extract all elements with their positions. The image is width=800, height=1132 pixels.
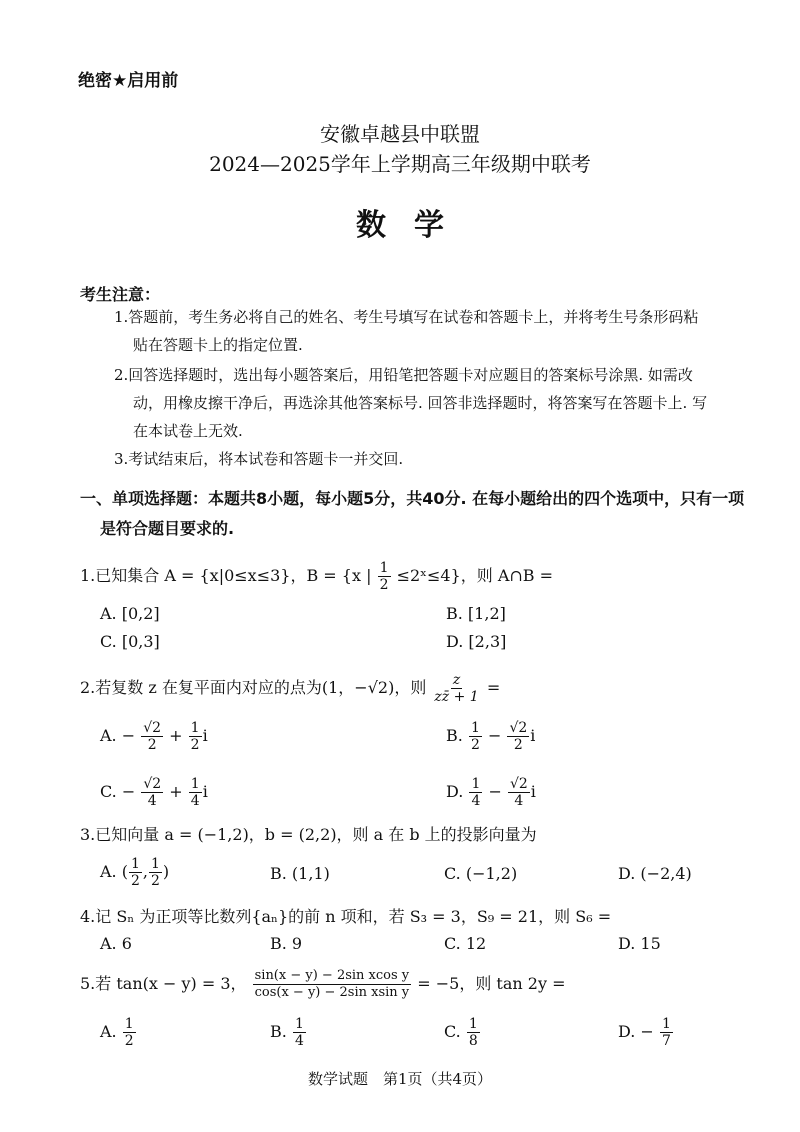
exam-title: 2024—2025学年上学期高三年级期中联考 bbox=[209, 152, 591, 176]
notice-item-2-line-2: 动，用橡皮擦干净后，再选涂其他答案标号. 回答非选择题时，将答案写在答题卡上. 写 bbox=[133, 394, 708, 412]
q1-fraction: $\frac{1}{2}$ bbox=[379, 560, 389, 593]
q5-stem-part-b: = −5，则 tan 2y = bbox=[417, 974, 566, 993]
q5-option-c: C. $\frac{1}{8}$ bbox=[444, 1016, 478, 1049]
q4-option-d: D. 15 bbox=[618, 934, 661, 953]
q5-option-a: A. $\frac{1}{2}$ bbox=[100, 1016, 134, 1049]
q1-option-a: A. [0,2] bbox=[100, 604, 160, 623]
q5-fraction: $\frac{\text{sin(x − y) − 2sin xcos y}}{\text{cos(x − y) − 2sin xsin y}}$ bbox=[254, 968, 410, 1000]
question-4-stem: 4.记 Sₙ 为正项等比数列{aₙ}的前 n 项和，若 S₃ = 3，S₉ = 21，则 S₆ = bbox=[80, 907, 612, 926]
q4-option-b: B. 9 bbox=[270, 934, 303, 953]
q4-option-c: C. 12 bbox=[444, 934, 487, 953]
q3-option-b: B. (1,1) bbox=[270, 864, 330, 883]
question-5-stem bbox=[80, 968, 565, 1001]
notice-item-1-line-1: 1.答题前，考生务必将自己的姓名、考生号填写在试卷和答题卡上，并将考生号条形码粘 bbox=[114, 308, 699, 326]
confidential-mark: 绝密★启用前 bbox=[78, 71, 179, 91]
notice-item-3: 3.考试结束后，将本试卷和答题卡一并交回. bbox=[114, 450, 404, 468]
section-heading-line-1: 一、单项选择题：本题共8小题，每小题5分，共40分. 在每小题给出的四个选项中，只有一项 bbox=[80, 489, 745, 508]
q3-option-d: D. (−2,4) bbox=[618, 864, 692, 883]
q1-stem-part-a: 1.已知集合 A = {x|0≤x≤3}，B = {x | bbox=[80, 566, 372, 585]
q2-stem-part-b: = bbox=[486, 678, 501, 697]
q1-stem-part-b: ≤2ˣ≤4}，则 A∩B = bbox=[396, 566, 554, 585]
q2-fraction: $\frac{z}{zz̄ + 1}$ bbox=[434, 672, 479, 705]
q1-option-d: D. [2,3] bbox=[446, 632, 507, 651]
q2-option-c: C. − $\frac{√2}{4}$ + $\frac{1}{4}$ i bbox=[100, 776, 208, 809]
q5-option-d: D. − $\frac{1}{7}$ bbox=[618, 1016, 671, 1049]
subject-title: 数学 bbox=[356, 208, 472, 243]
notice-item-2-line-3: 在本试卷上无效. bbox=[133, 422, 243, 440]
q2-option-b: B. $\frac{1}{2}$ − $\frac{√2}{2}$ i bbox=[446, 720, 536, 753]
notice-item-2-line-1: 2.回答选择题时，选出每小题答案后，用铅笔把答题卡对应题目的答案标号涂黑. 如需改 bbox=[114, 366, 693, 384]
q1-option-b: B. [1,2] bbox=[446, 604, 506, 623]
notice-heading: 考生注意： bbox=[80, 285, 161, 304]
section-heading-line-2: 是符合题目要求的. bbox=[100, 519, 235, 538]
q5-stem-part-a: 5.若 tan(x − y) = 3， bbox=[80, 974, 247, 993]
q5-option-b: B. $\frac{1}{4}$ bbox=[270, 1016, 304, 1049]
q3-option-c: C. (−1,2) bbox=[444, 864, 518, 883]
q1-option-c: C. [0,3] bbox=[100, 632, 160, 651]
question-1-stem bbox=[80, 560, 553, 593]
notice-item-1-line-2: 贴在答题卡上的指定位置. bbox=[133, 336, 303, 354]
q3-option-a: A. ( $\frac{1}{2}$ , $\frac{1}{2}$ ) bbox=[100, 856, 170, 889]
q2-stem-part-a: 2.若复数 z 在复平面内对应的点为(1，−√2)，则 bbox=[80, 678, 427, 697]
q4-option-a: A. 6 bbox=[100, 934, 132, 953]
q2-option-a: A. − $\frac{√2}{2}$ + $\frac{1}{2}$ i bbox=[100, 720, 208, 753]
page-footer: 数学试题 第1页（共4页） bbox=[307, 1070, 493, 1088]
org-title: 安徽卓越县中联盟 bbox=[320, 122, 480, 146]
question-3-stem: 3.已知向量 a = (−1,2)，b = (2,2)，则 a 在 b 上的投影向量为 bbox=[80, 825, 537, 844]
question-2-stem bbox=[80, 672, 500, 705]
q2-option-d: D. $\frac{1}{4}$ − $\frac{√2}{4}$ i bbox=[446, 776, 536, 809]
